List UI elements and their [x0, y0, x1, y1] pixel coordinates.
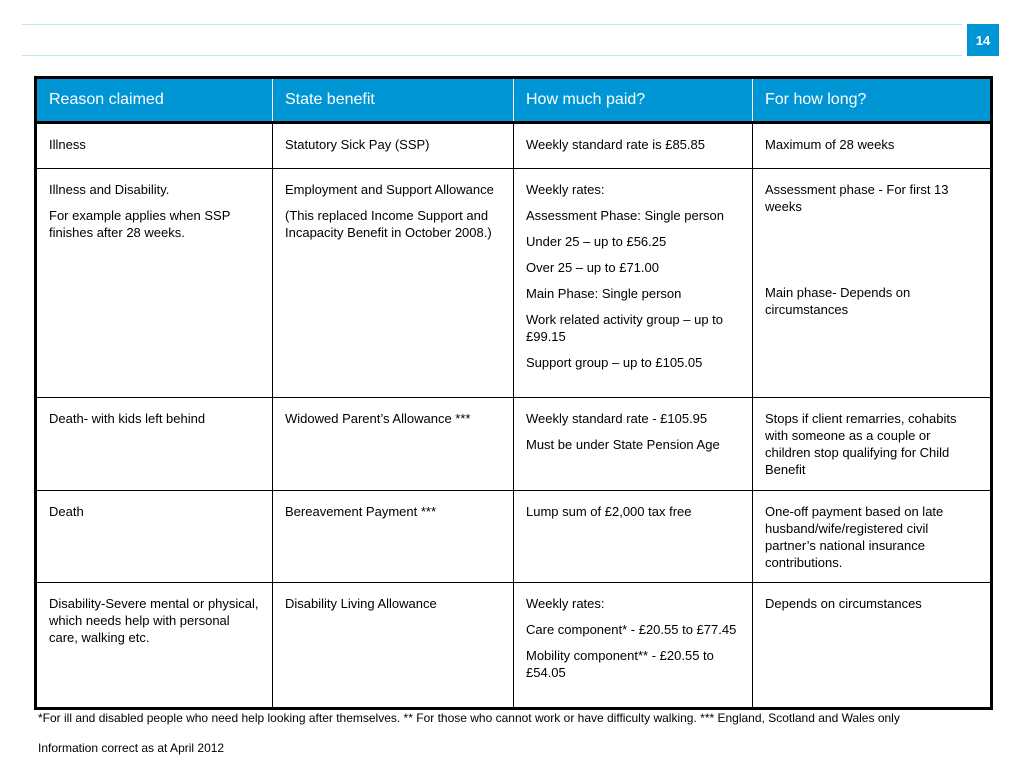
cell-reason: [36, 583, 273, 709]
cell-text: Weekly standard rate is £85.85: [526, 137, 705, 152]
cell-text: For example applies when SSP finishes after 28 weeks.: [49, 208, 231, 240]
cell-benefit: [273, 123, 514, 169]
cell-benefit: [273, 398, 514, 491]
table-row: [36, 169, 992, 398]
cell-paid: [514, 169, 753, 398]
cell-reason: [36, 398, 273, 491]
cell-text: Illness: [49, 137, 86, 152]
table-header-row: [36, 78, 992, 123]
header-for-how-long: For how long?: [753, 78, 992, 123]
cell-text: Mobility component** - £20.55 to £54.05: [526, 648, 714, 680]
cell-duration: [753, 169, 992, 398]
page-number-badge: 14: [967, 24, 999, 56]
cell-text: Death- with kids left behind: [49, 411, 206, 426]
cell-text: Disability-Severe mental or physical, which needs help with personal care, walking etc.: [49, 596, 259, 645]
cell-text: Work related activity group – up to £99.15: [526, 312, 724, 344]
table-row: [36, 398, 992, 491]
cell-text: Bereavement Payment ***: [285, 504, 437, 519]
cell-text: Assessment phase - For first 13 weeks: [765, 182, 949, 214]
cell-duration: [753, 583, 992, 709]
cell-paid: [514, 583, 753, 709]
cell-duration: [753, 123, 992, 169]
info-date-note: Information correct as at April 2012: [38, 741, 225, 755]
cell-text: Statutory Sick Pay (SSP): [285, 137, 430, 152]
cell-benefit: [273, 169, 514, 398]
cell-text: Assessment Phase: Single person: [526, 208, 724, 223]
cell-text: One-off payment based on late husband/wife/registered civil partner’s national insurance contributions.: [765, 504, 944, 570]
cell-spacer: [765, 224, 978, 284]
cell-reason: [36, 123, 273, 169]
cell-text: Disability Living Allowance: [285, 596, 437, 611]
cell-benefit: [273, 583, 514, 709]
header-rule-bottom: [22, 55, 962, 56]
cell-text: Illness and Disability.: [49, 182, 170, 197]
cell-text: Under 25 – up to £56.25: [526, 234, 667, 249]
cell-text: Depends on circumstances: [765, 596, 922, 611]
cell-text: Weekly rates:: [526, 596, 605, 611]
cell-text: Lump sum of £2,000 tax free: [526, 504, 692, 519]
footnote: *For ill and disabled people who need help looking after themselves. ** For those who cannot work or have difficulty walking. *** England, Scotland and Wales only: [38, 711, 900, 725]
cell-paid: [514, 491, 753, 583]
cell-paid: [514, 123, 753, 169]
cell-text: Maximum of 28 weeks: [765, 137, 895, 152]
header-state-benefit: State benefit: [273, 78, 514, 123]
cell-text: Care component* - £20.55 to £77.45: [526, 622, 737, 637]
cell-text: Weekly standard rate - £105.95: [526, 411, 708, 426]
cell-reason: [36, 169, 273, 398]
benefits-table: [34, 76, 993, 710]
cell-text: Widowed Parent’s Allowance ***: [285, 411, 471, 426]
cell-reason: [36, 491, 273, 583]
cell-benefit: [273, 491, 514, 583]
cell-text: Stops if client remarries, cohabits with someone as a couple or children stop qualifying for Child Benefit: [765, 411, 957, 477]
table-row: [36, 583, 992, 709]
cell-text: Death: [49, 504, 84, 519]
header-how-much-paid: How much paid?: [514, 78, 753, 123]
cell-duration: [753, 398, 992, 491]
table-row: [36, 491, 992, 583]
header-reason-claimed: Reason claimed: [36, 78, 273, 123]
cell-paid: [514, 398, 753, 491]
cell-duration: [753, 491, 992, 583]
table-row: [36, 123, 992, 169]
cell-text: Main Phase: Single person: [526, 286, 682, 301]
header-rule-top: [22, 24, 962, 25]
cell-text: Weekly rates:: [526, 182, 605, 197]
cell-text: Main phase- Depends on circumstances: [765, 285, 911, 317]
cell-text: Support group – up to £105.05: [526, 355, 703, 370]
cell-text: (This replaced Income Support and Incapacity Benefit in October 2008.): [285, 208, 492, 240]
cell-text: Over 25 – up to £71.00: [526, 260, 659, 275]
cell-text: Must be under State Pension Age: [526, 437, 720, 452]
cell-text: Employment and Support Allowance: [285, 182, 494, 197]
